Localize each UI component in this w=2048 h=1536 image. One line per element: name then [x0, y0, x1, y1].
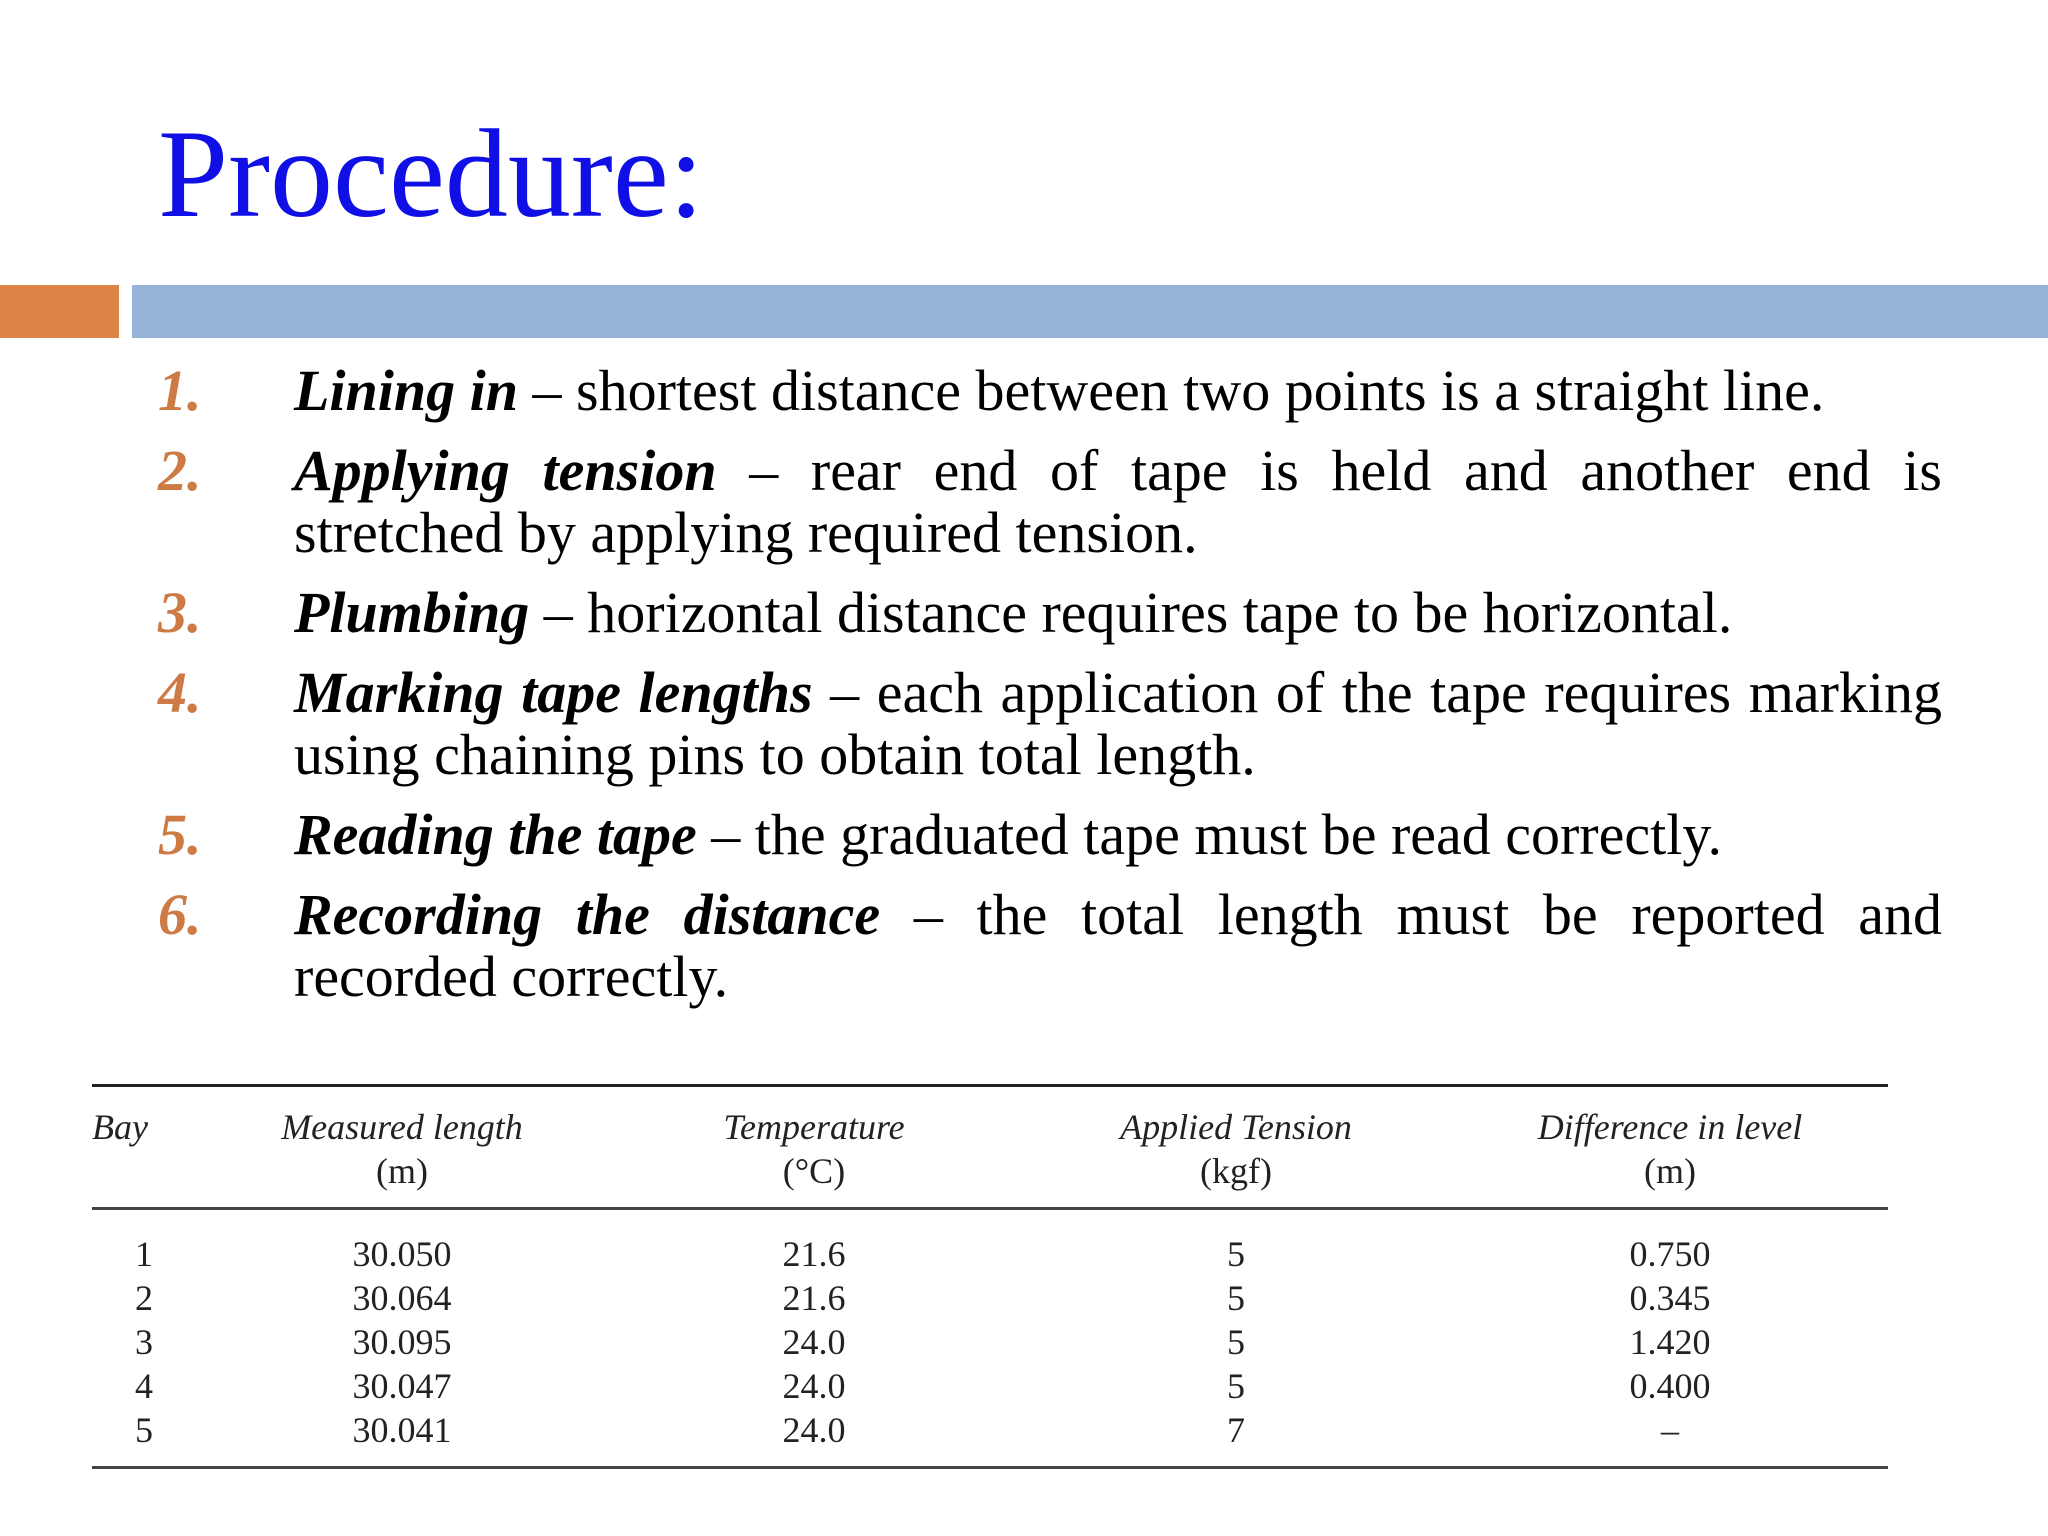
procedure-step	[158, 360, 1942, 422]
measurement-table-container	[92, 1084, 1888, 1469]
step-term: Recording the distance	[294, 882, 881, 947]
cell-bay: 5	[135, 1410, 153, 1450]
column-header-difference-in-level	[1452, 1086, 1888, 1209]
column-header-unit: (kgf)	[1200, 1151, 1272, 1191]
step-text: – the graduated tape must be read correctly.	[696, 802, 1723, 867]
cell-difference-in-level: 1.420	[1629, 1322, 1711, 1362]
cell-temperature: 21.6	[782, 1234, 846, 1274]
column-header-unit: (m)	[1644, 1151, 1696, 1191]
cell-applied-tension: 5	[1227, 1322, 1245, 1362]
table-row	[92, 1408, 1888, 1468]
table-row	[92, 1209, 1888, 1277]
column-header-label: Applied Tension	[1120, 1107, 1352, 1147]
table-row	[92, 1320, 1888, 1364]
step-text: – each application of the tape requires marking using chaining pins to obtain total length.	[294, 660, 1942, 787]
cell-applied-tension: 5	[1227, 1278, 1245, 1318]
table-row	[92, 1276, 1888, 1320]
column-header-applied-tension	[1020, 1086, 1452, 1209]
step-term: Plumbing	[294, 580, 530, 645]
step-text: – the total length must be reported and recorded correctly.	[294, 882, 1942, 1009]
step-number: 1.	[158, 358, 202, 423]
step-text: – shortest distance between two points is a straight line.	[518, 358, 1825, 423]
column-header-measured-length	[196, 1086, 608, 1209]
cell-difference-in-level: –	[1661, 1410, 1679, 1450]
cell-applied-tension: 5	[1227, 1234, 1245, 1274]
procedure-step	[158, 804, 1942, 866]
table-row	[92, 1364, 1888, 1408]
procedure-step	[158, 884, 1942, 1008]
column-header-label: Difference in level	[1537, 1107, 1803, 1147]
cell-applied-tension: 7	[1227, 1410, 1245, 1450]
column-header-label: Bay	[92, 1107, 148, 1147]
column-header-label: Temperature	[723, 1107, 905, 1147]
cell-bay: 2	[135, 1278, 153, 1318]
column-header-bay	[92, 1086, 196, 1209]
cell-difference-in-level: 0.750	[1629, 1234, 1711, 1274]
procedure-list	[158, 360, 1942, 1026]
step-text: – horizontal distance requires tape to be horizontal.	[529, 580, 1733, 645]
cell-difference-in-level: 0.400	[1629, 1366, 1711, 1406]
step-number: 4.	[158, 660, 202, 725]
step-term: Lining in	[294, 358, 519, 423]
column-header-temperature	[608, 1086, 1020, 1209]
step-number: 5.	[158, 802, 202, 867]
cell-measured-length: 30.050	[352, 1234, 452, 1274]
column-header-unit: (m)	[376, 1151, 428, 1191]
cell-measured-length: 30.064	[352, 1278, 452, 1318]
accent-bar-orange	[0, 285, 119, 338]
procedure-step	[158, 662, 1942, 786]
cell-measured-length: 30.041	[352, 1410, 452, 1450]
cell-temperature: 21.6	[782, 1278, 846, 1318]
cell-applied-tension: 5	[1227, 1366, 1245, 1406]
cell-measured-length: 30.095	[352, 1322, 452, 1362]
step-term: Marking tape lengths	[294, 660, 813, 725]
step-term: Applying tension	[294, 438, 717, 503]
cell-bay: 1	[135, 1234, 153, 1274]
table-header-row	[92, 1086, 1888, 1209]
table-header	[92, 1086, 1888, 1209]
step-number: 2.	[158, 438, 202, 503]
step-text: – rear end of tape is held and another end is stretched by applying required tension.	[294, 438, 1942, 565]
step-term: Reading the tape	[294, 802, 697, 867]
table-body	[92, 1209, 1888, 1468]
procedure-step	[158, 440, 1942, 564]
column-header-unit: (°C)	[782, 1151, 846, 1191]
slide-title: Procedure:	[158, 105, 704, 244]
cell-bay: 4	[135, 1366, 153, 1406]
accent-bar-blue	[132, 285, 2048, 338]
cell-bay: 3	[135, 1322, 153, 1362]
measurement-table	[92, 1084, 1888, 1469]
cell-difference-in-level: 0.345	[1629, 1278, 1711, 1318]
cell-temperature: 24.0	[782, 1366, 846, 1406]
cell-measured-length: 30.047	[352, 1366, 452, 1406]
column-header-label: Measured length	[281, 1107, 523, 1147]
procedure-step	[158, 582, 1942, 644]
step-number: 3.	[158, 580, 202, 645]
cell-temperature: 24.0	[782, 1322, 846, 1362]
cell-temperature: 24.0	[782, 1410, 846, 1450]
step-number: 6.	[158, 882, 202, 947]
